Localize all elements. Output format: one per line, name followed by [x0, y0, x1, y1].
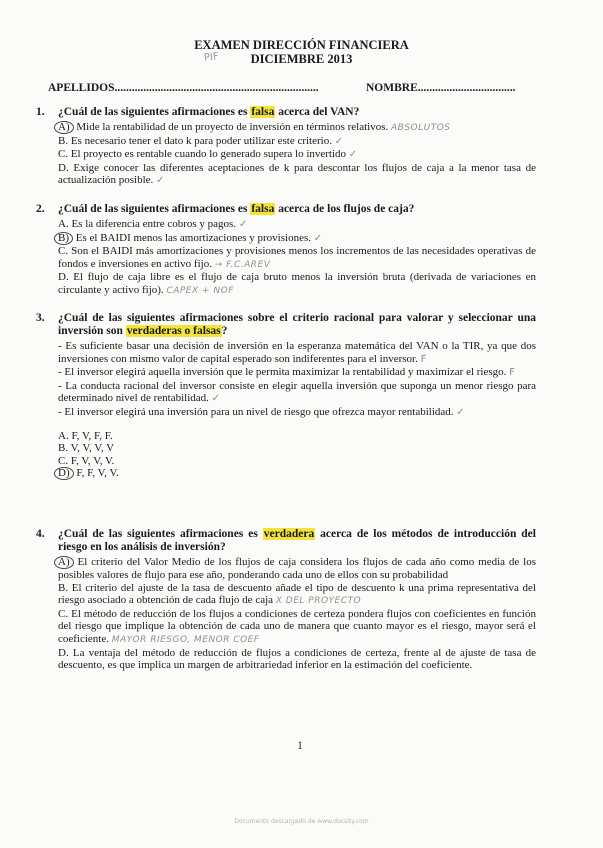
name-field-label: NOMBRE..................................	[366, 82, 516, 94]
option-d: D. Exige conocer las diferentes aceptaciones de k para descontar los flujos de caja a la menor tasa de actualización posible. ✓	[58, 161, 536, 187]
statement-3: - La conducta racional del inversor consiste en elegir aquella inversión que suponga un menor riesgo para determinado nivel de rentabilidad. ✓	[58, 379, 536, 405]
question-number: 1.	[36, 106, 45, 118]
question-number: 3.	[36, 312, 45, 324]
option-a: A) Mide la rentabilidad de un proyecto de inversión en términos relativos. ABSOLUTOS	[58, 121, 536, 135]
highlighted-keyword: verdaderas o falsas	[126, 325, 221, 337]
option-c: C. Son el BAIDI más amortizaciones y provisiones menos los incrementos de las necesidades operativas de fondos e inversiones en activo fijo. → F.C.AREV	[58, 245, 536, 270]
surname-field-label: APELLIDOS.......................................................................	[48, 82, 319, 94]
footer-watermark: Documento descargado de www.docsity.com	[234, 818, 369, 825]
page-number: 1	[297, 738, 303, 752]
statement-1: - Es suficiente basar una decisión de inversión en la esperanza matemática del VAN o la TIR, ya que dos inversiones con mismo valor de capital esperado son indiferentes para el inversor. F	[58, 340, 536, 365]
handwritten-note: CAPEX + NOF	[166, 285, 234, 296]
handwritten-mark: F	[420, 353, 427, 365]
option-c: C. F, V, V, V.	[58, 454, 115, 467]
handwritten-mark: F	[509, 367, 515, 379]
handwritten-note: MAYOR RIESGO, MENOR COEF	[111, 634, 260, 645]
circled-answer: A)	[54, 556, 74, 569]
exam-date: DICIEMBRE 2013	[250, 52, 353, 66]
exam-header	[0, 38, 603, 66]
exam-title: EXAMEN DIRECCIÓN FINANCIERA	[194, 38, 409, 52]
option-b: B) Es el BAIDI menos las amortizaciones y provisiones. ✓	[58, 232, 536, 246]
circled-answer: B)	[54, 232, 73, 245]
option-d: D) F, F, V, V.	[58, 467, 536, 480]
check-mark-icon: ✓	[313, 232, 323, 244]
question-number: 2.	[36, 203, 45, 215]
circled-answer: A)	[54, 121, 74, 134]
highlighted-keyword: falsa	[251, 203, 275, 215]
highlighted-keyword: falsa	[251, 106, 275, 118]
question-2-title: 2. ¿Cuál de las siguientes afirmaciones es falsa acerca de los flujos de caja?	[36, 203, 415, 215]
question-2	[36, 203, 536, 298]
option-b: B. V, V, V, V	[58, 442, 115, 455]
handwritten-note: X DEL PROYECTO	[275, 596, 362, 607]
check-mark-icon: ✓	[456, 406, 465, 418]
option-a: A) El criterio del Valor Medio de los flujos de caja considera los flujos de cada año como media de los posibles valores de flujo para ese año, ponderando cada uno de ellos con su probabilidad	[58, 556, 536, 582]
answer-combinations	[58, 430, 536, 481]
check-mark-icon: ✓	[156, 175, 165, 187]
question-4	[36, 528, 536, 672]
question-3-title: 3. ¿Cuál de las siguientes afirmaciones sobre el criterio racional para valorar y seleccionar una inversión son verdaderas o falsas?	[36, 312, 536, 337]
option-d: D. El flujo de caja libre es el flujo de caja bruto menos la inversión bruta (derivada de variaciones en circulante y activo fijo). CAPEX + NOF	[58, 271, 536, 296]
check-mark-icon: ✓	[238, 219, 248, 230]
option-a: A. F, V, F, F.	[58, 429, 113, 442]
check-mark-icon: ✓	[211, 393, 221, 405]
question-1-title: 1. ¿Cuál de las siguientes afirmaciones es falsa acerca del VAN?	[36, 106, 360, 118]
question-3	[36, 312, 536, 480]
option-c: C. El proyecto es rentable cuando lo generado supera lo invertido ✓	[58, 148, 358, 161]
option-b: B. Es necesario tener el dato k para poder utilizar este criterio. ✓	[58, 134, 344, 147]
statement-4: - El inversor elegirá una inversión para un nivel de riesgo que ofrezca mayor rentabilidad. ✓	[58, 405, 465, 418]
check-mark-icon: ✓	[348, 149, 358, 161]
circled-answer: D)	[54, 467, 74, 480]
question-4-title: 4. ¿Cuál de las siguientes afirmaciones es verdadera acerca de los métodos de introducción del riesgo en los análisis de inversión?	[36, 528, 536, 553]
option-c: C. El método de reducción de los flujos a condiciones de certeza pondera flujos con coeficientes en función del riesgo que implique la obtención de cada uno de manera que cuanto mayor es el riesgo, mayor será el coeficiente. MAYOR RIESGO, MENOR COEF	[58, 607, 536, 645]
handwritten-margin-note: PIF	[203, 51, 220, 64]
option-d: D. La ventaja del método de reducción de flujos a condiciones de certeza, frente al de ajuste de tasa de descuento, es que implica un margen de arbitrariedad inferior en la estimación del coeficiente.	[58, 646, 536, 672]
option-a: A. Es la diferencia entre cobros y pagos. ✓	[58, 218, 248, 230]
handwritten-note: → F.C.AREV	[214, 259, 271, 270]
check-mark-icon: ✓	[334, 135, 344, 147]
option-b: B. El criterio del ajuste de la tasa de descuento añade el tipo de descuento k una prima representativa del riesgo asociado a obtención de cada flujo de caja X DEL PROYECTO	[58, 581, 536, 607]
question-1	[36, 106, 536, 188]
question-number: 4.	[36, 528, 45, 540]
statement-2: - El inversor elegirá aquella inversión que le permita maximizar la rentabilidad y maximizar el riesgo. F	[58, 366, 515, 379]
handwritten-note: ABSOLUTOS	[391, 123, 451, 133]
highlighted-keyword: verdadera	[263, 528, 315, 540]
student-name-row	[48, 82, 568, 94]
